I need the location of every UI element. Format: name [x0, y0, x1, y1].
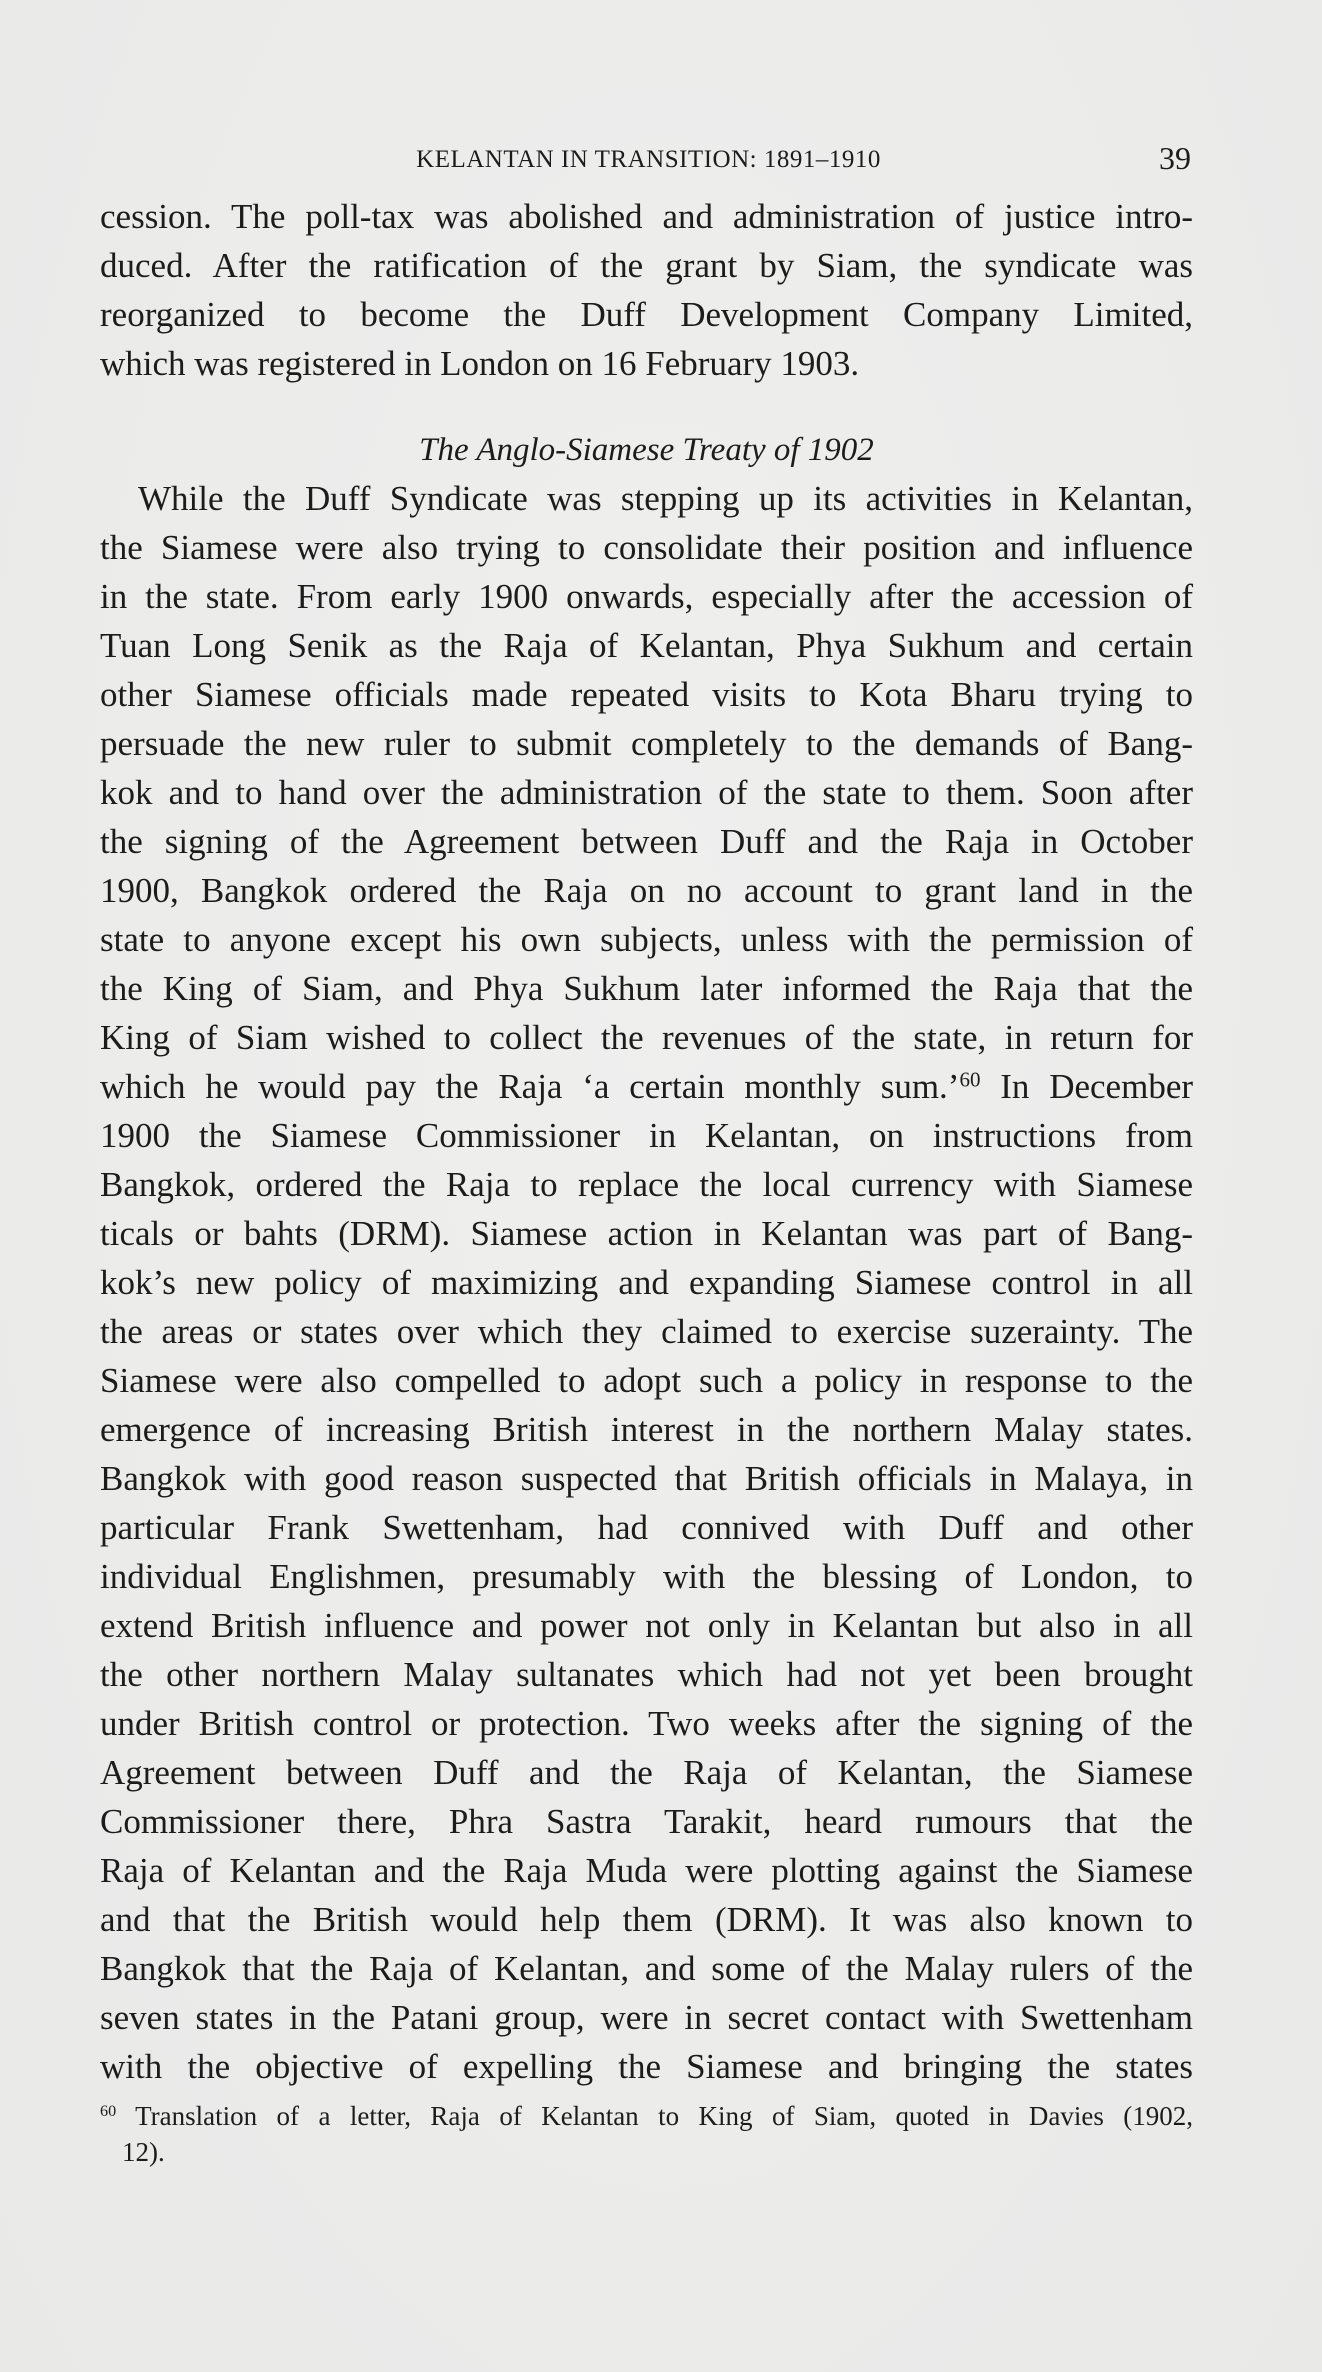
footnote-number: 60	[100, 2102, 117, 2121]
body-line: Bangkok, ordered the Raja to replace the local currency with Siamese	[100, 1165, 1193, 1204]
body-line: Tuan Long Senik as the Raja of Kelantan, Phya Sukhum and certain	[100, 626, 1193, 665]
body-line: in the state. From early 1900 onwards, especially after the accession of	[100, 577, 1193, 616]
footnote-text: Translation of a letter, Raja of Kelantan to King of Siam, quoted in Davies (1902,	[116, 2101, 1193, 2131]
body-line: the Siamese were also trying to consolidate their position and influence	[100, 528, 1193, 567]
body-line: emergence of increasing British interest in the northern Malay states.	[100, 1410, 1193, 1449]
running-head	[100, 140, 1193, 180]
body-line: extend British influence and power not only in Kelantan but also in all	[100, 1606, 1193, 1645]
body-line: cession. The poll-tax was abolished and administration of justice intro-	[100, 197, 1193, 236]
body-line: particular Frank Swettenham, had connived with Duff and other	[100, 1508, 1193, 1547]
body-line: Raja of Kelantan and the Raja Muda were plotting against the Siamese	[100, 1851, 1193, 1890]
body-line: individual Englishmen, presumably with the blessing of London, to	[100, 1557, 1193, 1596]
body-line-with-footnote-ref	[100, 1062, 1193, 1111]
footnote-continuation: 12).	[122, 2137, 165, 2167]
running-title-text: KELANTAN IN TRANSITION: 1891–1910	[416, 146, 881, 173]
page-number: 39	[1159, 140, 1191, 176]
body-line: with the objective of expelling the Siamese and bringing the states	[100, 2047, 1193, 2086]
body-line: While the Duff Syndicate was stepping up its activities in Kelantan,	[138, 479, 1193, 518]
body-line: duced. After the ratification of the grant by Siam, the syndicate was	[100, 246, 1193, 285]
body-line: Agreement between Duff and the Raja of Kelantan, the Siamese	[100, 1753, 1193, 1792]
body-line: kok’s new policy of maximizing and expanding Siamese control in all	[100, 1263, 1193, 1302]
body-line: 1900, Bangkok ordered the Raja on no account to grant land in the	[100, 871, 1193, 910]
body-line: the signing of the Agreement between Duff and the Raja in October	[100, 822, 1193, 861]
body-line: and that the British would help them (DRM). It was also known to	[100, 1900, 1193, 1939]
footnote	[100, 2098, 1193, 2134]
body-line: Bangkok with good reason suspected that British officials in Malaya, in	[100, 1459, 1193, 1498]
body-line: Bangkok that the Raja of Kelantan, and some of the Malay rulers of the	[100, 1949, 1193, 1988]
footnote-ref-60[interactable]: 60	[959, 1067, 981, 1092]
body-line: ticals or bahts (DRM). Siamese action in Kelantan was part of Bang-	[100, 1214, 1193, 1253]
body-line: Commissioner there, Phra Sastra Tarakit, heard rumours that the	[100, 1802, 1193, 1841]
body-line-text: In December	[980, 1067, 1194, 1106]
body-line: reorganized to become the Duff Development Company Limited,	[100, 295, 1193, 334]
body-line: 1900 the Siamese Commissioner in Kelantan, on instructions from	[100, 1116, 1193, 1155]
body-line: King of Siam wished to collect the revenues of the state, in return for	[100, 1018, 1193, 1057]
body-line: state to anyone except his own subjects, unless with the permission of	[100, 920, 1193, 959]
running-title	[100, 146, 1195, 174]
body-line-text: which he would pay the Raja ‘a certain monthly sum.’	[100, 1067, 960, 1106]
body-line: under British control or protection. Two weeks after the signing of the	[100, 1704, 1193, 1743]
body-line: the other northern Malay sultanates which had not yet been brought	[100, 1655, 1193, 1694]
body-line: persuade the new ruler to submit completely to the demands of Bang-	[100, 724, 1193, 763]
body-line: kok and to hand over the administration of the state to them. Soon after	[100, 773, 1193, 812]
body-line: Siamese were also compelled to adopt such a policy in response to the	[100, 1361, 1193, 1400]
body-line: other Siamese officials made repeated visits to Kota Bharu trying to	[100, 675, 1193, 714]
body-line: the areas or states over which they claimed to exercise suzerainty. The	[100, 1312, 1193, 1351]
body-line: which was registered in London on 16 February 1903.	[100, 344, 860, 383]
section-heading: The Anglo-Siamese Treaty of 1902	[419, 432, 874, 468]
body-line: the King of Siam, and Phya Sukhum later informed the Raja that the	[100, 969, 1193, 1008]
body-line: seven states in the Patani group, were in secret contact with Swettenham	[100, 1998, 1193, 2037]
